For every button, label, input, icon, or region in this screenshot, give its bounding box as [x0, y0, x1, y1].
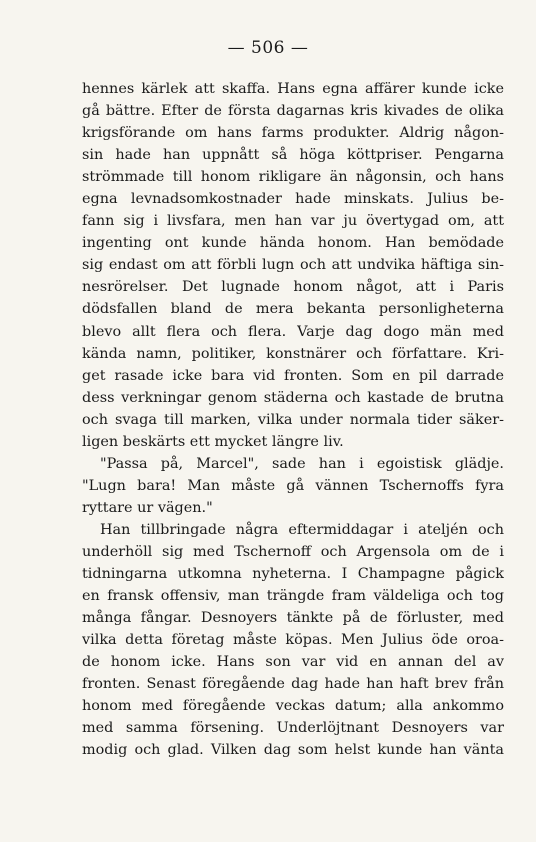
text-line: sig endast om att förbli lugn och att undvika häftiga sin-	[82, 257, 504, 274]
text-line: de honom icke. Hans son var vid en annan del av	[82, 654, 504, 671]
text-line: underhöll sig med Tschernoff och Argensola om de i	[82, 543, 504, 560]
text-line: dess verkningar genom städerna och kastade de brutna	[82, 389, 504, 406]
text-line: Han tillbringade några eftermiddagar i ateljén och	[100, 521, 504, 538]
text-line: krigsförande om hans farms produkter. Aldrig någon-	[82, 125, 504, 142]
text-line: kända namn, politiker, konstnärer och författare. Kri-	[82, 345, 504, 362]
text-line: get rasade icke bara vid fronten. Som en pil darrade	[82, 367, 504, 384]
text-line: "Passa på, Marcel", sade han i egoistisk glädje.	[100, 455, 504, 472]
text-line: modig och glad. Vilken dag som helst kunde han vänta	[82, 742, 504, 759]
text-line: dödsfallen bland de mera bekanta personligheterna	[82, 301, 504, 318]
text-line: hennes kärlek att skaffa. Hans egna affärer kunde icke	[82, 81, 504, 97]
text-line: gå bättre. Efter de första dagarnas kris kivades de olika	[82, 103, 504, 120]
text-line: honom med föregående veckas datum; alla ankommo	[82, 698, 504, 715]
text-line: fronten. Senast föregående dag hade han haft brev från	[82, 676, 504, 693]
text-line: ryttare ur vägen."	[82, 499, 213, 516]
text-line: många fångar. Desnoyers tänkte på de förluster, med	[82, 610, 504, 627]
text-line: strömmade till honom rikligare än någonsin, och hans	[82, 169, 504, 186]
text-line: "Lugn bara! Man måste gå vännen Tschernoffs fyra	[82, 477, 504, 494]
text-line: en fransk offensiv, man trängde fram väldeliga och tog	[82, 588, 504, 605]
text-line: med samma försening. Underlöjtnant Desnoyers var	[82, 720, 504, 737]
text-line: sin hade han uppnått så höga köttpriser. Pengarna	[82, 147, 504, 164]
text-line: och svaga till marken, vilka under normala tider säker-	[82, 411, 504, 428]
body-text	[82, 78, 504, 761]
text-line: fann sig i livsfara, men han var ju övertygad om, att	[82, 213, 504, 230]
text-line: blevo allt flera och flera. Varje dag dogo män med	[82, 323, 504, 340]
text-line: ligen beskärts ett mycket längre liv.	[82, 433, 344, 450]
page-number: — 506 —	[227, 38, 309, 58]
text-line: egna levnadsomkostnader hade minskats. Julius be-	[82, 191, 504, 208]
text-line: ingenting ont kunde hända honom. Han bemödade	[82, 235, 504, 252]
text-line: nesrörelser. Det lugnade honom något, att i Paris	[82, 279, 504, 296]
text-line: vilka detta företag måste köpas. Men Julius öde oroa-	[82, 632, 504, 649]
text-line: tidningarna utkomna nyheterna. I Champagne pågick	[82, 566, 504, 583]
